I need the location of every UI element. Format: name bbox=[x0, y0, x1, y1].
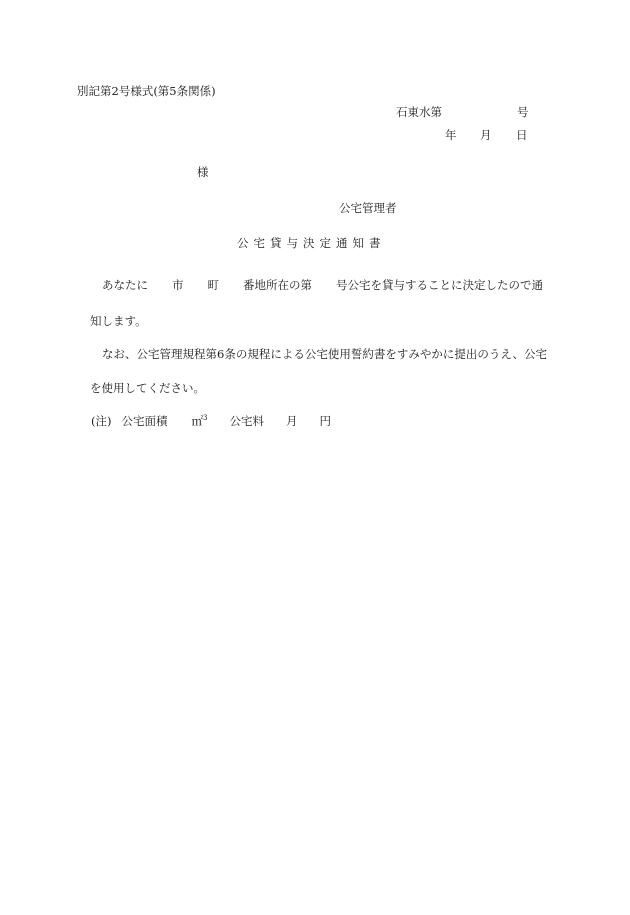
body-paragraph-2-line-1: なお、公宅管理規程第6条の規程による公宅使用誓約書をすみやかに提出のうえ、公宅 bbox=[102, 347, 548, 361]
note-rent-yen: 円 bbox=[319, 414, 331, 428]
recipient-honorific: 様 bbox=[197, 165, 209, 179]
body-word-city: 市 bbox=[172, 278, 184, 292]
body-word-anatani: あなたに bbox=[102, 278, 148, 292]
body-word-town: 町 bbox=[207, 278, 219, 292]
note-label: (注) bbox=[91, 414, 112, 428]
reference-number-prefix: 石東水第 bbox=[396, 105, 442, 119]
note-area-unit-superscript: 3 bbox=[202, 414, 208, 423]
form-identifier: 別記第2号様式(第5条関係) bbox=[77, 84, 216, 98]
date-day-label: 日 bbox=[516, 128, 528, 142]
body-paragraph-1-line-1 bbox=[102, 278, 543, 292]
reference-number-suffix: 号 bbox=[517, 105, 529, 119]
note-area-label: 公宅面積 bbox=[121, 414, 168, 428]
body-word-decision: 号公宅を貸与することに決定したので通 bbox=[336, 278, 543, 292]
date-month-label: 月 bbox=[480, 128, 492, 142]
note-rent-label: 公宅料 bbox=[229, 414, 264, 428]
note-line bbox=[91, 414, 331, 428]
note-rent-month: 月 bbox=[285, 414, 298, 428]
date-year-label: 年 bbox=[445, 128, 457, 142]
body-paragraph-2-line-2: を使用してください。 bbox=[90, 381, 205, 395]
body-word-address: 番地所在の第 bbox=[243, 278, 312, 292]
body-paragraph-1-line-2: 知します。 bbox=[90, 314, 147, 328]
note-area-unit: ㎡ bbox=[191, 414, 203, 428]
document-title: 公宅貸与決定通知書 bbox=[237, 236, 386, 250]
issuer-title: 公宅管理者 bbox=[339, 201, 397, 215]
